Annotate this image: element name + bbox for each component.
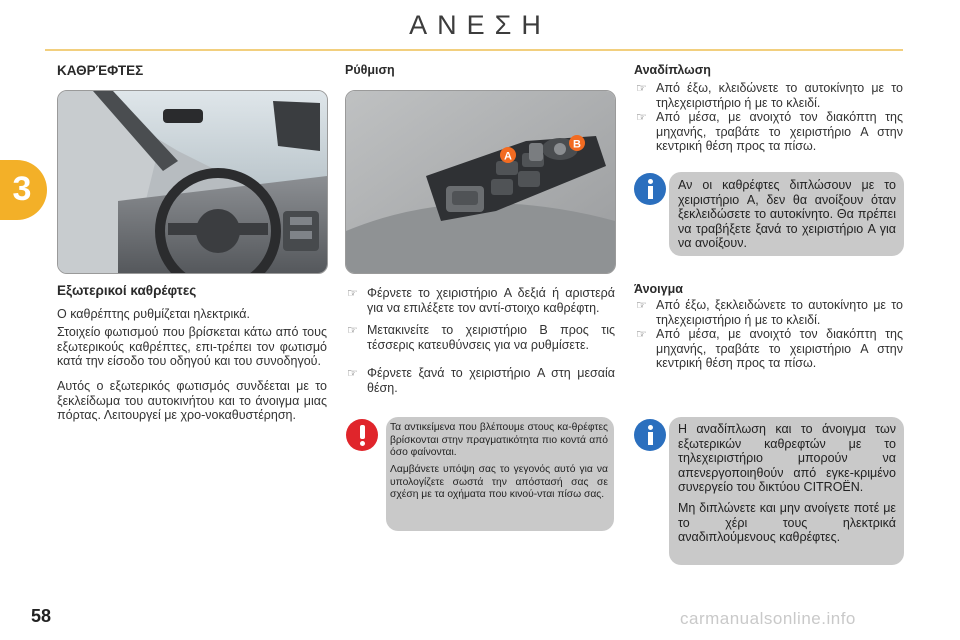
- adjustment-step-2: ☞ Μετακινείτε το χειριστήριο B προς τις τέσσερις κατευθύνσεις για να ρυθμίσετε.: [347, 323, 615, 352]
- chapter-tab: [0, 160, 47, 220]
- header-rule: [45, 49, 903, 51]
- paragraph-lighting-link: Αυτός ο εξωτερικός φωτισμός συνδέεται με το ξεκλείδωμα του αυτοκινήτου και το άνοιγμα μιας πόρτας. Λειτουργεί με χρο-νοκαθυστέρηση.: [57, 379, 327, 423]
- warning-icon: [346, 419, 378, 451]
- folding-title: Αναδίπλωση: [634, 63, 711, 77]
- door-control-photo: [345, 90, 616, 274]
- pointing-hand-icon: ☞: [636, 327, 647, 341]
- chapter-number: 3: [12, 170, 32, 208]
- pointing-hand-icon: ☞: [636, 81, 647, 95]
- paragraph-electric: Ο καθρέπτης ρυθμίζεται ηλεκτρικά.: [57, 307, 251, 321]
- folding-step-1: ☞ Από έξω, κλειδώνετε το αυτοκίνητο με το τηλεχειριστήριο ή με το κλειδί.: [636, 81, 903, 110]
- adjustment-step-1: ☞ Φέρνετε το χειριστήριο A δεξιά ή αριστερά για να επιλέξετε τον αντί-στοιχο καθρέφτη.: [347, 286, 615, 315]
- paragraph-lighting: Στοιχείο φωτισμού που βρίσκεται κάτω από τους εξωτερικούς καθρέπτες, επι-τρέπει τον φωτισμό κατά την είσοδο του οδηγού και του συνοδηγού.: [57, 325, 327, 369]
- door-control-illustration: [346, 91, 615, 273]
- opening-title: Άνοιγμα: [634, 282, 683, 296]
- dashboard-photo: [57, 90, 328, 274]
- info-text-remote-2: Μη διπλώνετε και μην ανοίγετε ποτέ με το χέρι τους ηλεκτρικά αναδιπλούμενους καθρέφτες.: [678, 501, 896, 545]
- pointing-hand-icon: ☞: [347, 286, 358, 300]
- info-text-remote-1: Η αναδίπλωση και το άνοιγμα των εξωτερικών καθρεφτών με το τηλεχειριστήριο μπορούν να απενεργοποιηθούν από εγκε-κριμένο συνεργείο του δικτύου CITROËN.: [678, 422, 896, 495]
- marker-a-label: A: [504, 150, 512, 163]
- section-title: ΚΑΘΡΈΦΤΕΣ: [57, 63, 144, 78]
- marker-b-label: B: [573, 138, 581, 151]
- pointing-hand-icon: ☞: [636, 298, 647, 312]
- dashboard-illustration: [58, 91, 327, 273]
- opening-step-2: ☞ Από μέσα, με ανοιχτό τον διακόπτη της μηχανής, τραβάτε το χειριστήριο A στην κεντρική θέση προς τα πίσω.: [636, 327, 903, 371]
- adjustment-step-3: ☞ Φέρνετε ξανά το χειριστήριο A στη μεσαία θέση.: [347, 366, 615, 395]
- info-icon: [634, 419, 666, 451]
- info-text-folding: Αν οι καθρέφτες διπλώσουν με το χειριστήριο A, δεν θα ανοίξουν όταν ξεκλειδώσετε το αυτοκίνητο. Θα πρέπει να τραβήξετε ξανά το χειριστήριο A για να ανοίξουν.: [678, 178, 896, 251]
- pointing-hand-icon: ☞: [347, 323, 358, 337]
- page-number: 58: [31, 606, 52, 626]
- pointing-hand-icon: ☞: [636, 110, 647, 124]
- folding-step-2: ☞ Από μέσα, με ανοιχτό τον διακόπτη της μηχανής, τραβάτε το χειριστήριο A στην κεντρική θέση προς τα πίσω.: [636, 110, 903, 154]
- subtitle-exterior-mirrors: Εξωτερικοί καθρέφτες: [57, 283, 197, 298]
- warning-text-1: Τα αντικείμενα που βλέπουμε στους κα-θρέφτες βρίσκονται στην πραγματικότητα πιο κοντά από όσο φαίνονται.: [390, 422, 608, 459]
- page-header-title: ΑΝΕΣΗ: [409, 10, 551, 40]
- watermark: carmanualsonline.info: [680, 609, 856, 628]
- opening-step-1: ☞ Από έξω, ξεκλειδώνετε το αυτοκίνητο με το τηλεχειριστήριο ή με το κλειδί.: [636, 298, 903, 327]
- pointing-hand-icon: ☞: [347, 366, 358, 380]
- adjustment-title: Ρύθμιση: [345, 63, 395, 77]
- info-icon: [634, 173, 666, 205]
- warning-text-2: Λαμβάνετε υπόψη σας το γεγονός αυτό για να υπολογίζετε σωστά την απόστασή σας σε σχέση με τα οχήματα που κινού-νται πίσω σας.: [390, 464, 608, 501]
